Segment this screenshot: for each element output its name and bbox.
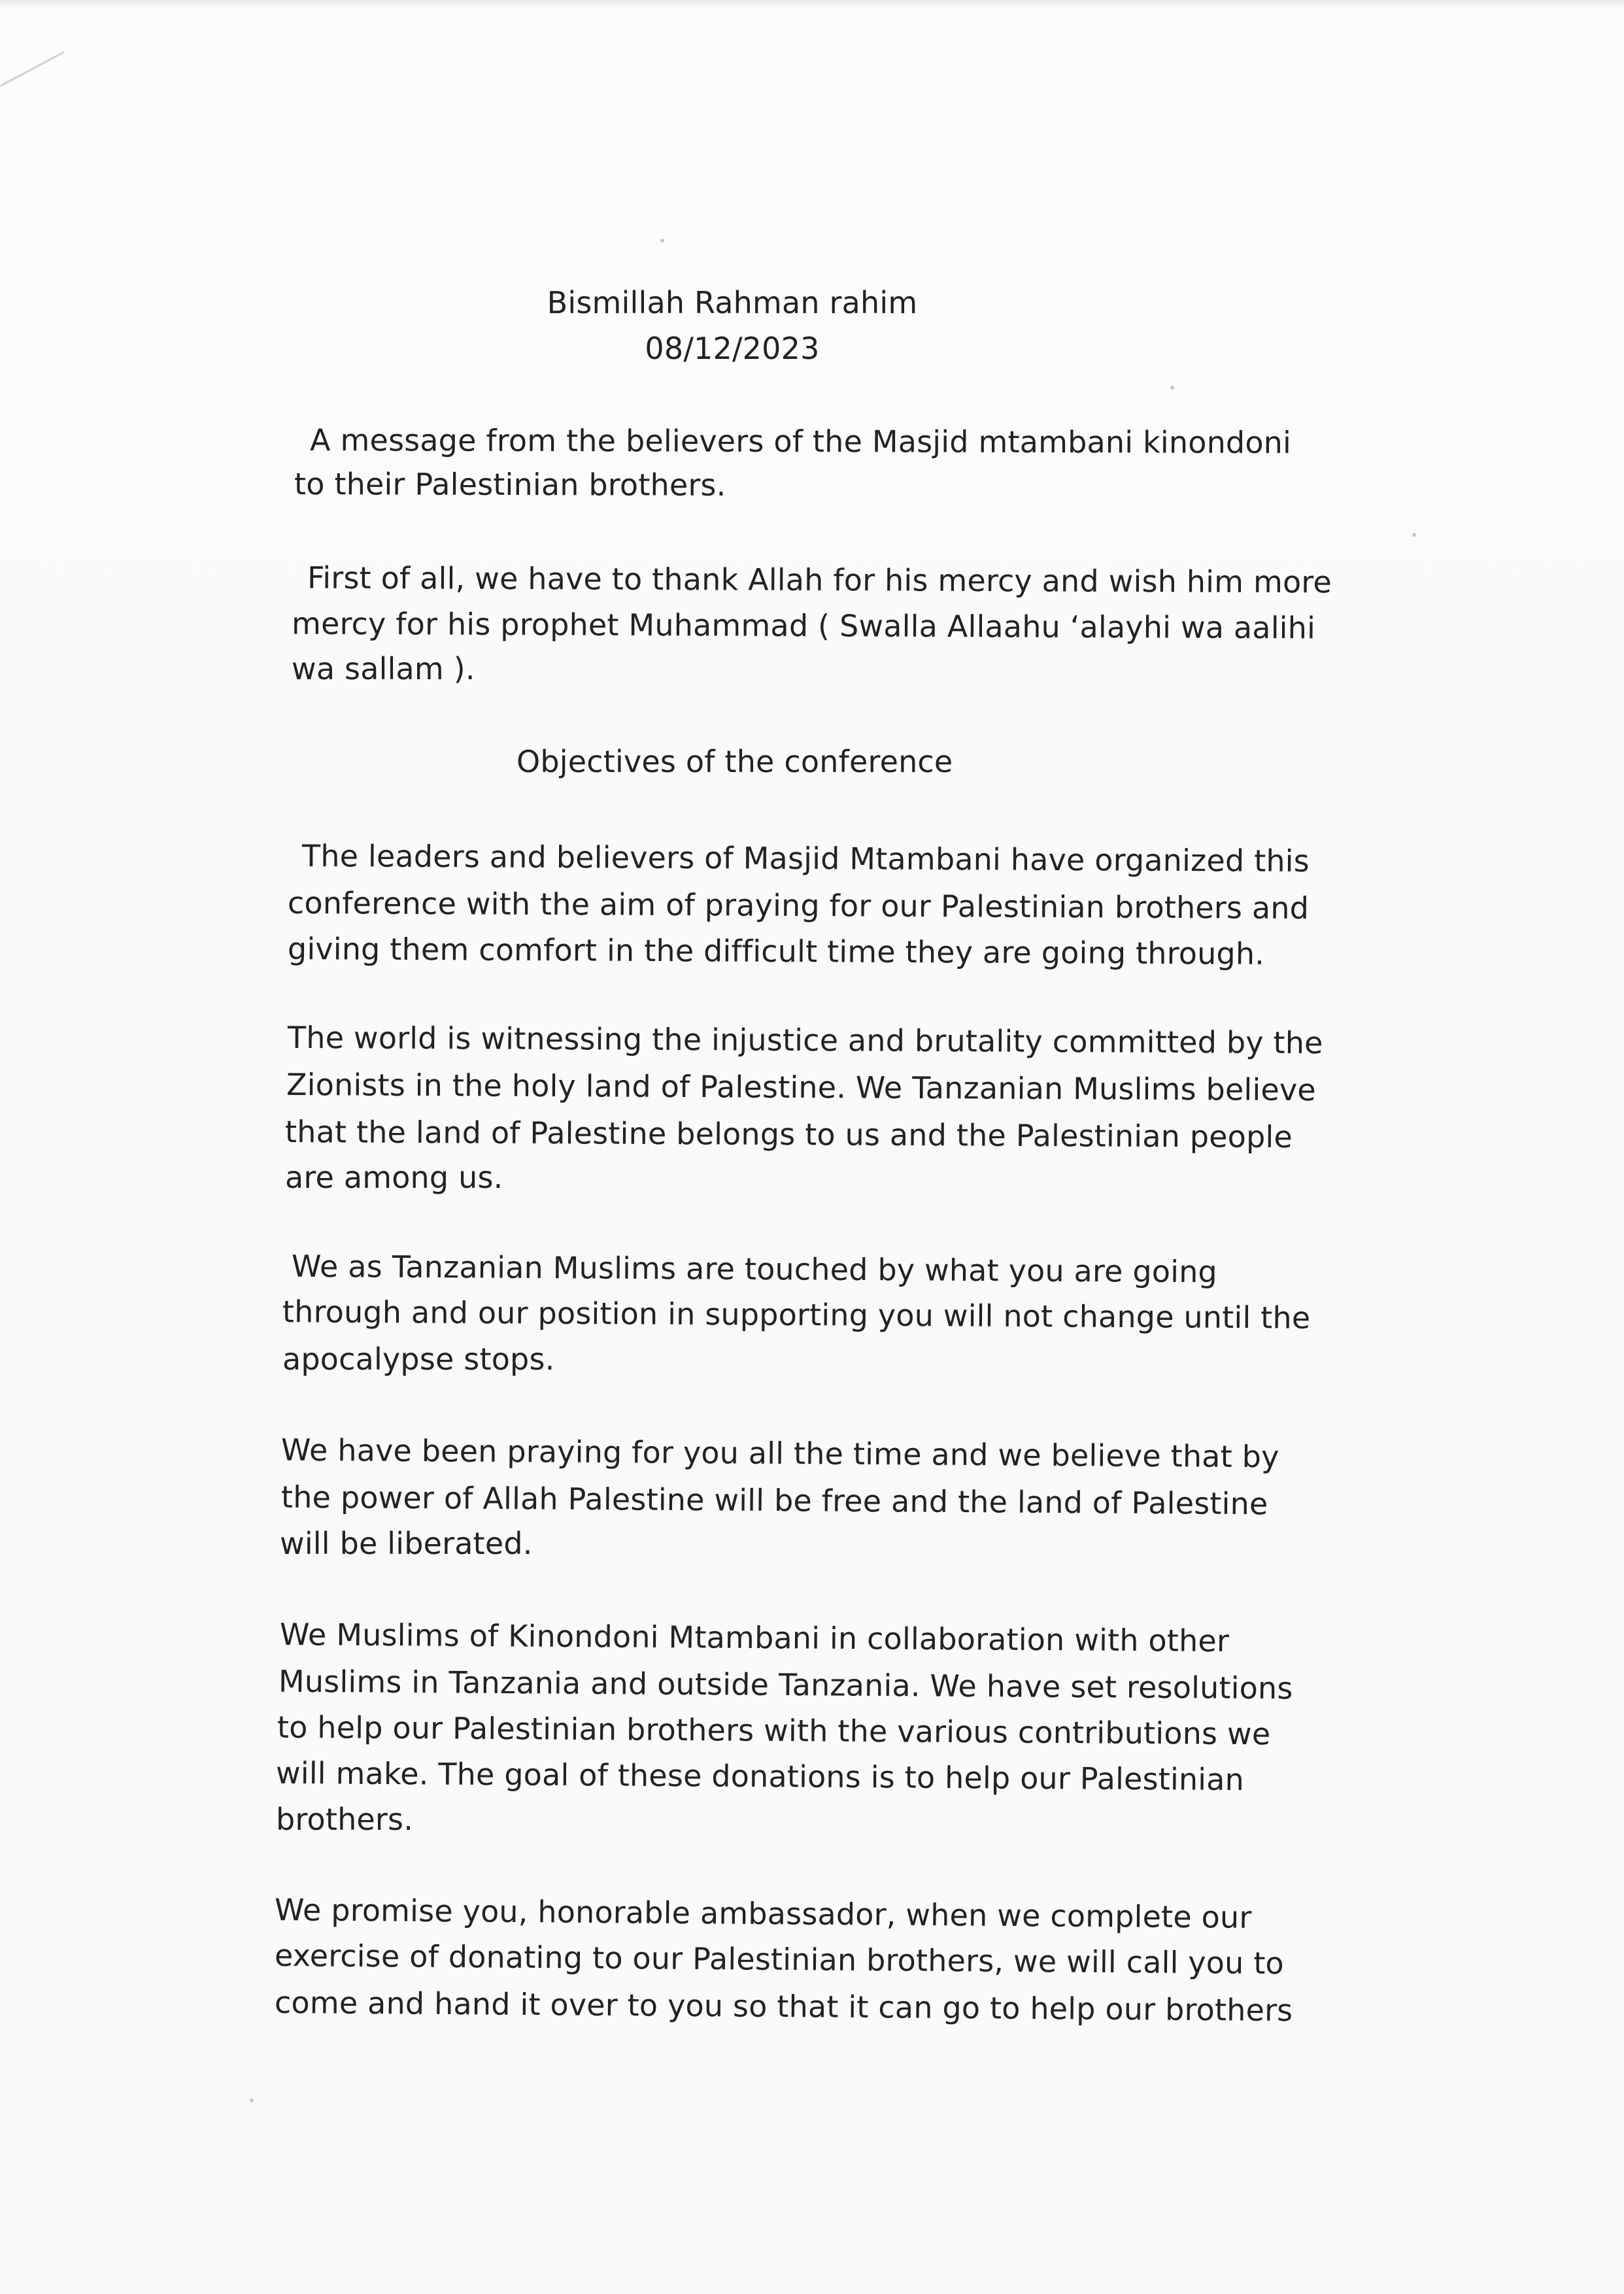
- text-line: are among us.: [285, 1160, 503, 1195]
- paper-top-edge: [0, 0, 1624, 9]
- text-line: apocalypse stops.: [282, 1341, 555, 1377]
- text-line: brothers.: [276, 1802, 414, 1837]
- text-line: will be liberated.: [280, 1526, 533, 1561]
- text-line: will make. The goal of these donations is to help our Palestinian: [275, 1755, 1245, 1798]
- letter-date: 08/12/2023: [645, 331, 820, 366]
- text-line: We promise you, honorable ambassador, when we complete our: [274, 1892, 1252, 1935]
- text-line: to help our Palestinian brothers with the various contributions we: [277, 1709, 1271, 1752]
- paper-speck: [250, 2099, 254, 2102]
- greeting: Bismillah Rahman rahim: [547, 285, 918, 320]
- paper-speck: [1412, 533, 1416, 537]
- text-line: giving them comfort in the difficult time they are going through.: [287, 931, 1265, 971]
- text-line: We have been praying for you all the time and we believe that by: [280, 1432, 1279, 1475]
- paper-corner-fold: [0, 51, 92, 139]
- text-line: A message from the believers of the Masjid mtambani kinondoni: [309, 422, 1292, 460]
- paper-speck: [1170, 386, 1174, 390]
- text-line: that the land of Palestine belongs to us and the Palestinian people: [284, 1113, 1293, 1155]
- text-line: come and hand it over to you so that it can go to help our brothers: [274, 1984, 1293, 2029]
- text-line: wa sallam ).: [292, 651, 475, 686]
- text-line: Zionists in the holy land of Palestine. We Tanzanian Muslims believe: [286, 1066, 1317, 1108]
- text-line: conference with the aim of praying for our Palestinian brothers and: [287, 885, 1310, 926]
- text-line: Muslims in Tanzania and outside Tanzania. We have set resolutions: [278, 1663, 1293, 1706]
- text-line: The world is witnessing the injustice and brutality committed by the: [287, 1019, 1323, 1061]
- text-line: exercise of donating to our Palestinian brothers, we will call you to: [274, 1937, 1285, 1982]
- text-line: mercy for his prophet Muhammad ( Swalla Allaahu ‘alayhi wa aalihi: [291, 605, 1316, 646]
- text-line: the power of Allah Palestine will be free and the land of Palestine: [280, 1479, 1268, 1522]
- text-line: First of all, we have to thank Allah for his mercy and wish him more: [307, 560, 1332, 600]
- text-line: The leaders and believers of Masjid Mtambani have organized this: [301, 837, 1310, 879]
- text-line: We Muslims of Kinondoni Mtambani in collaboration with other: [279, 1616, 1230, 1659]
- objectives-heading: Objectives of the conference: [516, 744, 953, 779]
- text-line: to their Palestinian brothers.: [294, 466, 726, 503]
- text-line: We as Tanzanian Muslims are touched by what you are going: [291, 1248, 1218, 1290]
- paper-speck: [660, 239, 664, 243]
- text-line: through and our position in supporting you will not change until the: [282, 1294, 1311, 1336]
